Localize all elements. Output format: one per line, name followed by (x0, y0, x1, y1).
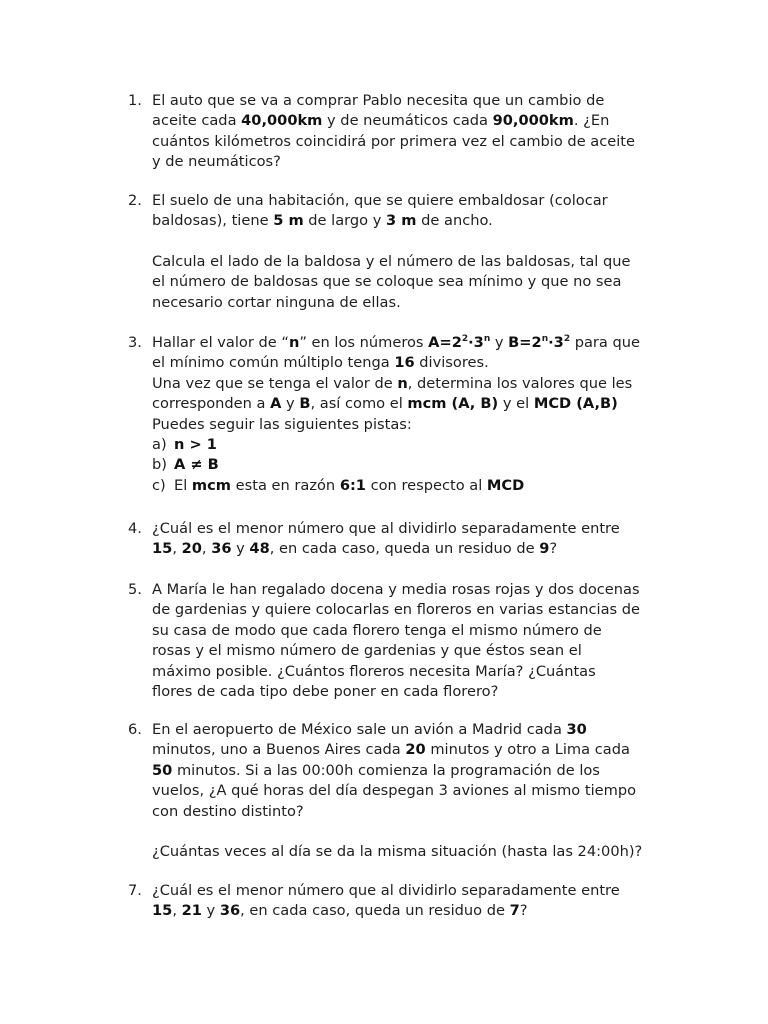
text-line (152, 901, 682, 921)
text-segment: necesario cortar ninguna de ellas. (152, 293, 401, 311)
text-segment: y (490, 334, 509, 351)
text-segment: y de neumáticos? (152, 153, 281, 171)
text-segment: , en cada caso, queda un residuo de (269, 540, 540, 558)
bold-value: MCD (A,B) (533, 395, 618, 413)
problem-2 (0, 191, 768, 313)
text-segment: vuelos, ¿A qué horas del día despegan 3 aviones al mismo tiempo (152, 782, 637, 800)
problem-text (152, 191, 682, 313)
text-segment: de ancho. (416, 212, 493, 230)
problem-text (152, 580, 682, 702)
bold-value: 48 (249, 540, 270, 558)
text-segment: ? (519, 902, 528, 920)
text-segment: y el (498, 395, 534, 413)
text-line (152, 761, 682, 781)
text-line (152, 641, 682, 661)
bold-value: A ≠ B (174, 456, 219, 474)
bold-value: mcm (191, 476, 231, 494)
text-segment: En el aeropuerto de México sale un avión a Madrid cada (152, 721, 567, 738)
problem-text (152, 881, 682, 922)
text-segment: el mínimo común múltiplo tenga (152, 354, 395, 372)
text-segment: y (201, 902, 220, 920)
bold-value: 20 (405, 741, 426, 759)
problem-number: 6. (128, 721, 142, 738)
text-segment: cuántos kilómetros coincidirá por primera vez el cambio de aceite (152, 132, 636, 150)
bold-value: 6:1 (339, 476, 366, 494)
problem-4 (0, 519, 768, 560)
hint-label: a) (152, 436, 167, 454)
problem-number: 1. (128, 92, 142, 109)
text-segment: esta en razón (231, 476, 340, 494)
text-line (152, 191, 682, 211)
text-segment: corresponden a (152, 395, 271, 413)
bold-value: 7 (509, 902, 520, 920)
text-segment: minutos, uno a Buenos Aires cada (152, 741, 406, 759)
text-segment: baldosas), tiene (152, 212, 274, 230)
text-segment: el número de baldosas que se coloque sea mínimo y que no sea (152, 273, 622, 291)
text-line (152, 740, 682, 760)
text-segment: ¿Cuántas veces al día se da la misma situación (hasta las 24:00h)? (152, 843, 643, 861)
bold-value: 40,000km (241, 112, 323, 130)
text-segment: Calcula el lado de la baldosa y el número de las baldosas, tal que (152, 252, 631, 270)
text-line (152, 374, 682, 394)
text-segment: A María le han regalado docena y media rosas rojas y dos docenas (152, 581, 640, 598)
bold-value: 36 (219, 902, 241, 920)
exponent: 2 (461, 334, 469, 344)
text-line (152, 662, 682, 682)
text-segment: ¿Cuál es el menor número que al dividirlo separadamente entre (152, 882, 620, 899)
text-segment: , en cada caso, queda un residuo de (240, 902, 510, 920)
text-segment: para que (570, 334, 640, 351)
text-line (152, 394, 682, 414)
text-segment: flores de cada tipo debe poner en cada florero? (152, 683, 499, 701)
text-segment: de gardenias y quiere colocarlas en floreros en varias estancias de (152, 601, 641, 619)
text-line (152, 435, 682, 455)
text-segment: , (172, 902, 182, 920)
text-segment: su casa de modo que cada florero tenga el mismo número de (152, 621, 602, 639)
text-line (152, 333, 682, 353)
text-segment: minutos. Si a las 00:00h comienza la programación de los (172, 761, 600, 779)
text-segment: Hallar el valor de “ (152, 334, 289, 351)
text-segment: , (172, 540, 182, 558)
problem-text (152, 91, 682, 173)
bold-value: ·3 (548, 334, 564, 351)
bold-value: 50 (152, 761, 173, 779)
text-line (152, 881, 682, 901)
bold-value: n (397, 374, 408, 392)
text-segment: El suelo de una habitación, que se quiere embaldosar (colocar (152, 192, 608, 209)
text-segment: El (174, 476, 192, 494)
problem-number: 5. (128, 581, 142, 598)
bold-value: 15 (152, 902, 173, 920)
paragraph-gap (152, 232, 682, 252)
bold-value: 90,000km (492, 112, 574, 130)
text-segment: y (281, 395, 300, 413)
text-segment: ¿Cuál es el menor número que al dividirlo separadamente entre (152, 520, 620, 537)
text-segment: de largo y (303, 212, 387, 230)
text-segment: El auto que se va a comprar Pablo necesita que un cambio de (152, 92, 605, 109)
problem-number: 7. (128, 882, 142, 899)
text-line (152, 682, 682, 702)
text-segment: máximo posible. ¿Cuántos floreros necesita María? ¿Cuántas (152, 662, 596, 680)
bold-value: 3 m (386, 212, 417, 230)
bold-value: 30 (566, 721, 587, 738)
bold-value: 9 (539, 540, 550, 558)
problem-number: 2. (128, 192, 142, 209)
problem-number: 3. (128, 334, 142, 351)
text-line (152, 252, 682, 272)
text-segment: . ¿En (573, 112, 610, 130)
text-segment: Puedes seguir las siguientes pistas: (152, 415, 412, 433)
text-segment: , determina los valores que les (407, 374, 633, 392)
text-line (152, 476, 682, 496)
bold-value: B (299, 395, 311, 413)
text-line (152, 720, 682, 740)
hint-label: b) (152, 456, 167, 474)
problem-text (152, 720, 682, 862)
text-segment: divisores. (414, 354, 489, 372)
text-line (152, 415, 682, 435)
text-segment: aceite cada (152, 112, 242, 130)
text-line (152, 91, 682, 111)
text-segment: ” en los números (299, 334, 429, 351)
bold-value: 15 (152, 540, 173, 558)
bold-value: ·3 (468, 334, 484, 351)
text-line (152, 293, 682, 313)
bold-value: n > 1 (174, 436, 217, 454)
problem-7 (0, 881, 768, 922)
text-segment: Una vez que se tenga el valor de (152, 374, 398, 392)
text-line (152, 600, 682, 620)
text-line (152, 111, 682, 131)
exponent: 2 (563, 334, 571, 344)
text-line (152, 519, 682, 539)
bold-value: 16 (394, 354, 415, 372)
text-segment: y de neumáticos cada (322, 112, 493, 130)
text-segment: y (231, 540, 250, 558)
problem-text (152, 333, 682, 496)
text-line (152, 621, 682, 641)
text-segment: con respecto al (365, 476, 487, 494)
exponent: n (483, 334, 491, 344)
bold-value: mcm (A, B) (407, 395, 499, 413)
bold-value: 21 (181, 902, 202, 920)
text-line (152, 353, 682, 373)
paragraph-gap (152, 822, 682, 842)
problem-5 (0, 580, 768, 702)
text-line (152, 781, 682, 801)
problem-3 (0, 333, 768, 496)
problem-1 (0, 91, 768, 173)
problem-number: 4. (128, 520, 142, 537)
bold-value: 36 (211, 540, 232, 558)
bold-value: B=2 (508, 334, 542, 351)
text-segment: , así como el (310, 395, 408, 413)
text-line (152, 211, 682, 231)
text-line (152, 539, 682, 559)
bold-value: 5 m (273, 212, 304, 230)
problem-text (152, 519, 682, 560)
text-segment: rosas y el mismo número de gardenias y que éstos sean el (152, 642, 582, 660)
text-line (152, 842, 682, 862)
problem-6 (0, 720, 768, 862)
text-segment: , (201, 540, 212, 558)
bold-value: A (270, 395, 282, 413)
text-line (152, 272, 682, 292)
text-segment: ? (549, 540, 558, 558)
exponent: n (541, 334, 549, 344)
text-line (152, 132, 682, 152)
text-line (152, 802, 682, 822)
bold-value: A=2 (428, 334, 462, 351)
bold-value: MCD (486, 476, 525, 494)
text-line (152, 455, 682, 475)
text-line (152, 152, 682, 172)
text-line (152, 580, 682, 600)
text-segment: con destino distinto? (152, 802, 304, 820)
bold-value: n (288, 334, 300, 351)
bold-value: 20 (181, 540, 202, 558)
hint-label: c) (152, 476, 166, 494)
text-segment: minutos y otro a Lima cada (425, 741, 630, 759)
